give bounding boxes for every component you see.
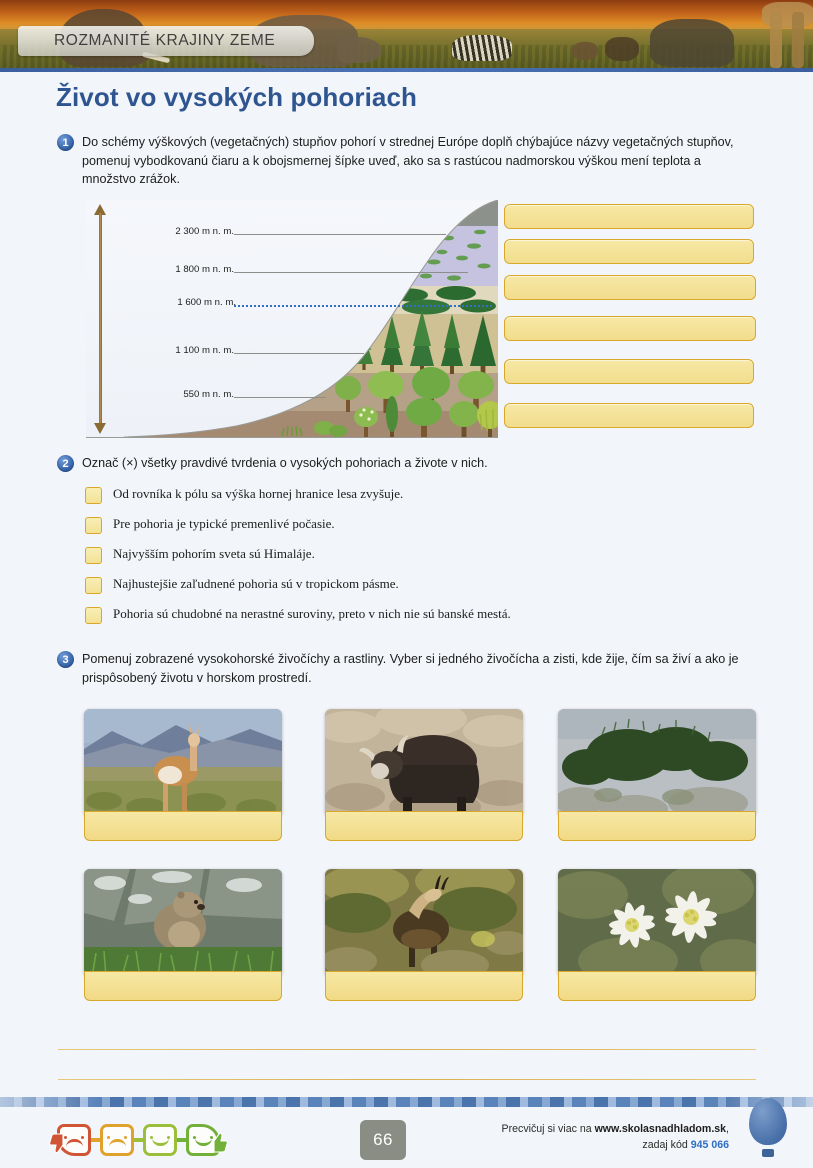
statement-checkbox-5[interactable] <box>85 607 102 624</box>
photo-card-edelweiss <box>558 869 756 1007</box>
statement-row-4 <box>85 576 399 594</box>
task-2-text: Označ (×) všetky pravdivé tvrdenia o vysokých pohoriach a živote v nich. <box>82 456 488 470</box>
photo-card-chamois <box>325 869 523 1007</box>
statement-label-3: Najvyšším pohorím sveta sú Himaláje. <box>113 546 315 561</box>
edelweiss-photo <box>558 869 756 977</box>
giraffe-leg-icon <box>792 12 804 68</box>
rating-thumbs-up-icon[interactable] <box>186 1124 220 1156</box>
footer-divider <box>0 1097 813 1107</box>
statement-row-2 <box>85 516 335 534</box>
page-number: 66 <box>360 1120 406 1160</box>
task-1 <box>57 133 757 189</box>
statement-label-5: Pohoria sú chudobné na nerastné suroviny, preto v nich nie sú banské mestá. <box>113 606 511 621</box>
statement-checkbox-3[interactable] <box>85 547 102 564</box>
rhino-head-icon <box>338 37 382 63</box>
guanaco-photo <box>84 709 282 817</box>
balloon-icon <box>743 1098 793 1160</box>
statement-label-1: Od rovníka k pólu sa výška hornej hranice lesa zvyšuje. <box>113 486 404 501</box>
photo-answer-box-guanaco[interactable] <box>84 811 282 841</box>
gridline <box>234 272 468 273</box>
thumbs-up-icon <box>211 1132 228 1154</box>
vegetation-bands <box>86 200 498 438</box>
photo-answer-box-chamois[interactable] <box>325 971 523 1001</box>
band-alpine-meadow <box>86 226 498 286</box>
arrow-shaft <box>99 213 102 425</box>
task-2-number: 2 <box>57 455 74 472</box>
statement-checkbox-2[interactable] <box>85 517 102 534</box>
statement-row-3 <box>85 546 315 564</box>
scale-connector <box>177 1138 186 1142</box>
yak-photo <box>325 709 523 817</box>
chapter-tab-label: ROZMANITÉ KRAJINY ZEME <box>54 32 276 49</box>
writing-line-2[interactable] <box>58 1079 756 1080</box>
rating-happy-icon[interactable] <box>143 1124 177 1156</box>
dwarf-pine-photo <box>558 709 756 817</box>
mountain-profile-chart <box>86 200 498 438</box>
promo-code-prefix: zadaj kód <box>642 1139 691 1152</box>
arrow-head-down-icon <box>94 423 106 434</box>
diagram-answer-box-3[interactable] <box>504 275 756 300</box>
giraffe-leg-icon <box>770 12 782 68</box>
diagram-answer-box-4[interactable] <box>504 316 756 341</box>
elevation-label: 1 600 m n. m. <box>177 297 236 308</box>
elevation-label: 2 300 m n. m. <box>175 226 234 237</box>
task-3-number: 3 <box>57 651 74 668</box>
elevation-zones-diagram <box>86 200 498 438</box>
dotted-gridline <box>234 305 492 307</box>
promo-code: 945 066 <box>690 1139 729 1152</box>
balloon-basket <box>762 1149 774 1157</box>
statement-row-1 <box>85 486 403 504</box>
elevation-label: 1 800 m n. m. <box>175 264 234 275</box>
header-divider <box>0 68 813 72</box>
self-assessment-scale <box>57 1124 220 1156</box>
photo-answer-box-dwarf-pine[interactable] <box>558 811 756 841</box>
task-2 <box>57 454 757 473</box>
scale-connector <box>134 1138 143 1142</box>
task-3 <box>57 650 759 687</box>
promo-prefix: Precvičuj si viac na <box>501 1123 595 1136</box>
page-title: Život vo vysokých pohoriach <box>56 82 418 112</box>
chapter-banner-image <box>0 0 813 68</box>
statement-label-2: Pre pohoria je typické premenlivé počasie. <box>113 516 335 531</box>
gridline <box>234 397 326 398</box>
task-1-text: Do schémy výškových (vegetačných) stupňov pohorí v strednej Európe doplň chýbajúce názvy vegetačných stupňov, pomenuj vybodkovanú čiaru a k obojsmernej šípke uveď, ako sa s rastúcou nadmorskou výškou mení teplota a množstvo zrážok. <box>82 135 734 186</box>
statement-checkbox-1[interactable] <box>85 487 102 504</box>
statement-label-4: Najhustejšie zaľudnené pohoria sú v tropickom pásme. <box>113 576 399 591</box>
writing-line-1[interactable] <box>58 1049 756 1050</box>
promo-comma: , <box>726 1123 729 1136</box>
promo-site[interactable]: www.skolasnadhladom.sk <box>594 1123 727 1136</box>
marmot-photo <box>84 869 282 977</box>
gridline <box>234 234 446 235</box>
photo-card-yak <box>325 709 523 847</box>
gridline <box>234 353 364 354</box>
diagram-answer-box-1[interactable] <box>504 204 754 229</box>
photo-answer-box-edelweiss[interactable] <box>558 971 756 1001</box>
photo-card-guanaco <box>84 709 282 847</box>
antelope-silhouette-icon <box>605 37 639 61</box>
band-rock-snow <box>86 200 498 226</box>
photo-card-marmot <box>84 869 282 1007</box>
statement-row-5 <box>85 606 511 624</box>
chamois-photo <box>325 869 523 977</box>
balloon-envelope <box>749 1098 787 1145</box>
wildebeest-silhouette-icon <box>650 19 734 67</box>
rating-thumbs-down-icon[interactable] <box>57 1124 91 1156</box>
scale-connector <box>91 1138 100 1142</box>
diagram-answer-box-5[interactable] <box>504 359 754 384</box>
zebra-silhouette-icon <box>452 35 512 61</box>
statement-checkbox-4[interactable] <box>85 577 102 594</box>
bush-icon <box>329 425 347 437</box>
elevation-label: 550 m n. m. <box>183 389 234 400</box>
promo-text <box>502 1122 729 1154</box>
elevation-label: 1 100 m n. m. <box>175 345 234 356</box>
double-arrow-icon <box>94 204 106 434</box>
photo-answer-box-marmot[interactable] <box>84 971 282 1001</box>
diagram-answer-box-2[interactable] <box>504 239 754 264</box>
gazelle-silhouette-icon <box>572 42 598 60</box>
diagram-answer-box-6[interactable] <box>504 403 754 428</box>
photo-card-dwarf-pine <box>558 709 756 847</box>
rating-sad-icon[interactable] <box>100 1124 134 1156</box>
band-conifer-forest <box>86 314 498 373</box>
chapter-tab <box>18 26 314 56</box>
task-3-text: Pomenuj zobrazené vysokohorské živočíchy a rastliny. Vyber si jedného živočícha a zisti, kde žije, čím sa živí a ako je prispôsobený životu v horskom prostredí. <box>82 652 739 685</box>
task-1-number: 1 <box>57 134 74 151</box>
photo-answer-box-yak[interactable] <box>325 811 523 841</box>
